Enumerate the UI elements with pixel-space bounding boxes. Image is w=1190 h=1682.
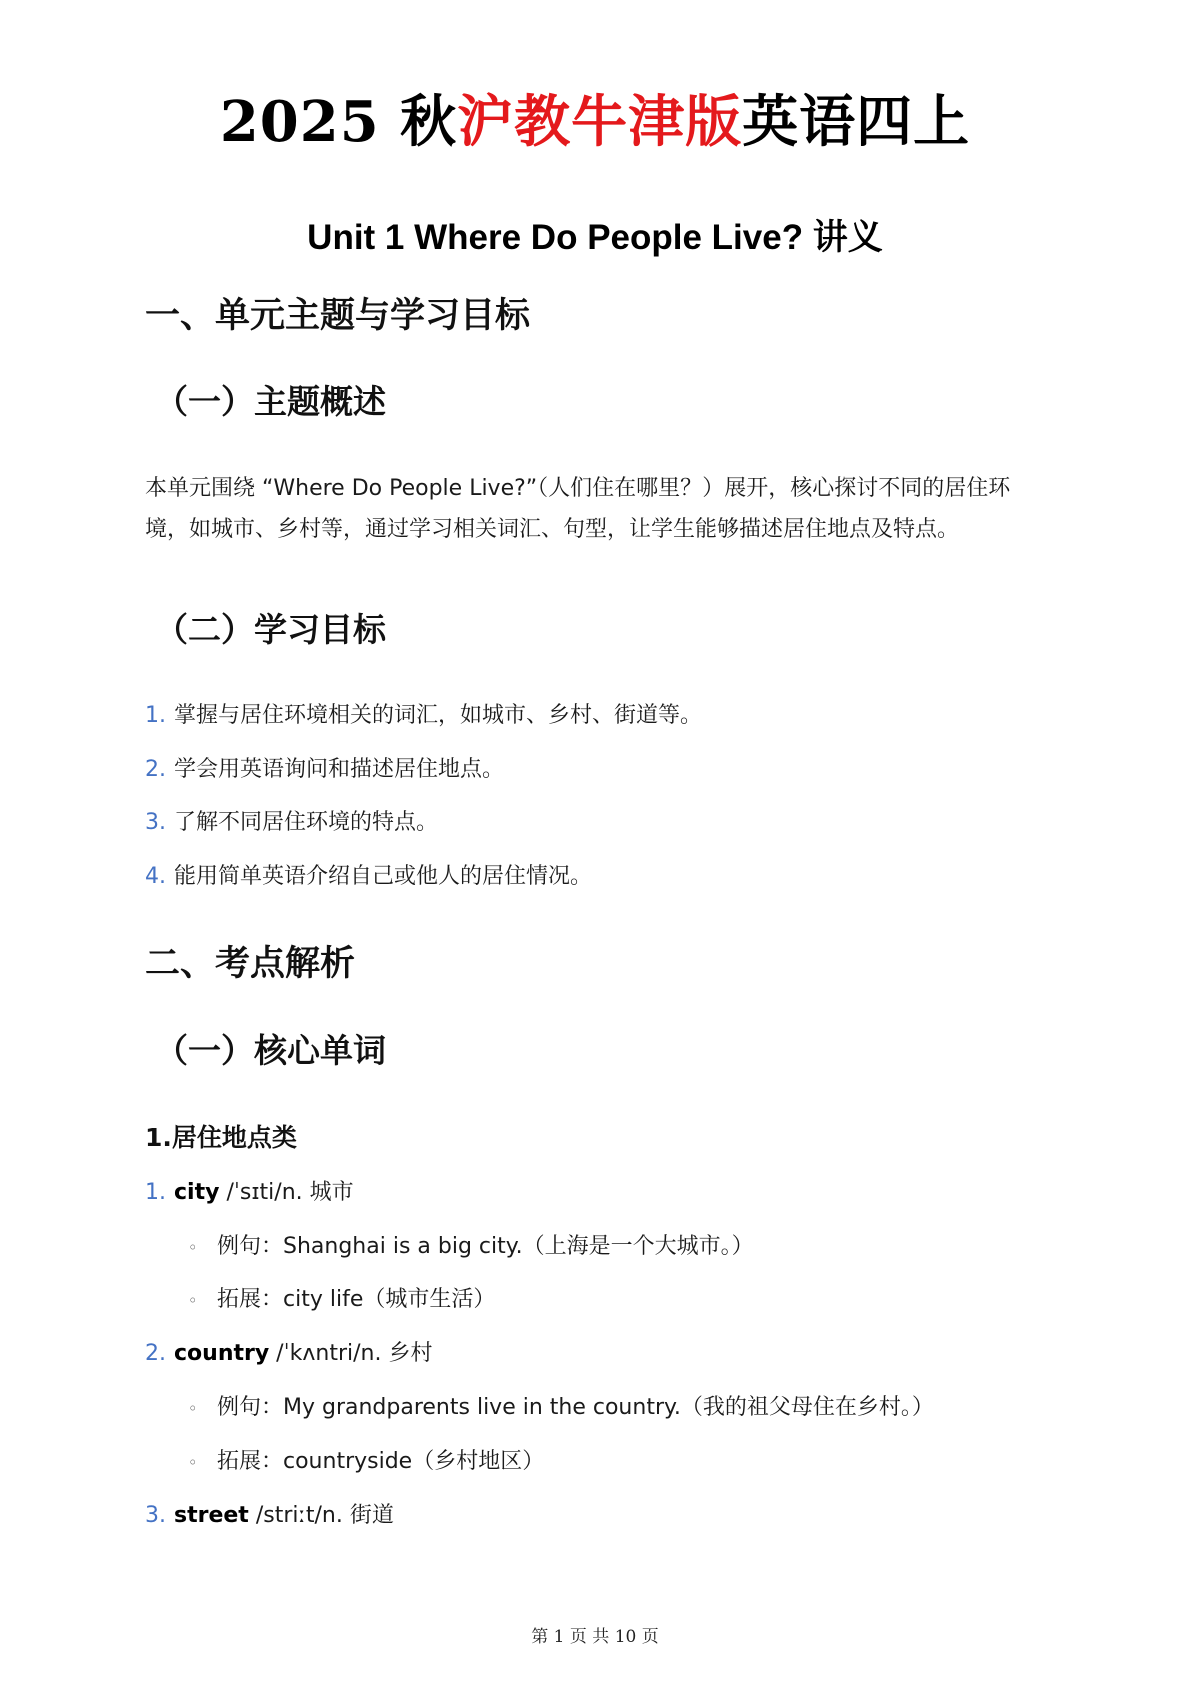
unit-subtitle: Unit 1 Where Do People Live? 讲义 [307,218,883,257]
title-part1: 2025 秋 [219,89,458,155]
word-extension: ◦ 拓展：city life（城市生活） [188,1287,496,1312]
section2-heading: 二、考点解析 [145,944,356,984]
word-category-heading: 1.居住地点类 [145,1123,297,1152]
bullet-icon: ◦ [188,1238,198,1257]
word-extension: ◦ 拓展：countryside（乡村地区） [188,1449,545,1474]
list-item: 1. 掌握与居住环境相关的词汇，如城市、乡村、街道等。 [145,703,703,728]
section1-heading: 一、单元主题与学习目标 [145,296,531,336]
section1-sub2-heading: （二）学习目标 [155,610,386,649]
bullet-icon: ◦ [188,1291,198,1310]
list-item: 2. 学会用英语询问和描述居住地点。 [145,757,505,782]
theme-overview-paragraph: 本单元围绕 “Where Do People Live?”（人们住在哪里？）展开，核心探讨不同的居住环境，如城市、乡村等，通过学习相关词汇、句型，让学生能够描述居住地点及特点。 [145,476,1011,542]
word-entry-city: 1. city /ˈsɪti/n. 城市 [145,1180,354,1205]
title-highlight: 沪教牛津版 [457,89,743,155]
page-footer: 第 1 页 共 10 页 [531,1627,659,1647]
bullet-icon: ◦ [188,1453,198,1472]
word-entry-street: 3. street /striːt/n. 街道 [145,1503,394,1528]
document-title [0,78,1190,158]
list-item: 3. 了解不同居住环境的特点。 [145,810,439,835]
section2-sub1-heading: （一）核心单词 [155,1031,386,1070]
word-example: ◦ 例句：My grandparents live in the country.（我的祖父母住在乡村。） [188,1395,934,1420]
word-entry-country: 2. country /ˈkʌntri/n. 乡村 [145,1341,433,1366]
list-item: 4. 能用简单英语介绍自己或他人的居住情况。 [145,864,593,889]
title-part3: 英语四上 [742,89,971,155]
word-example: ◦ 例句：Shanghai is a big city.（上海是一个大城市。） [188,1234,754,1259]
bullet-icon: ◦ [188,1399,198,1418]
section1-sub1-heading: （一）主题概述 [155,382,386,421]
